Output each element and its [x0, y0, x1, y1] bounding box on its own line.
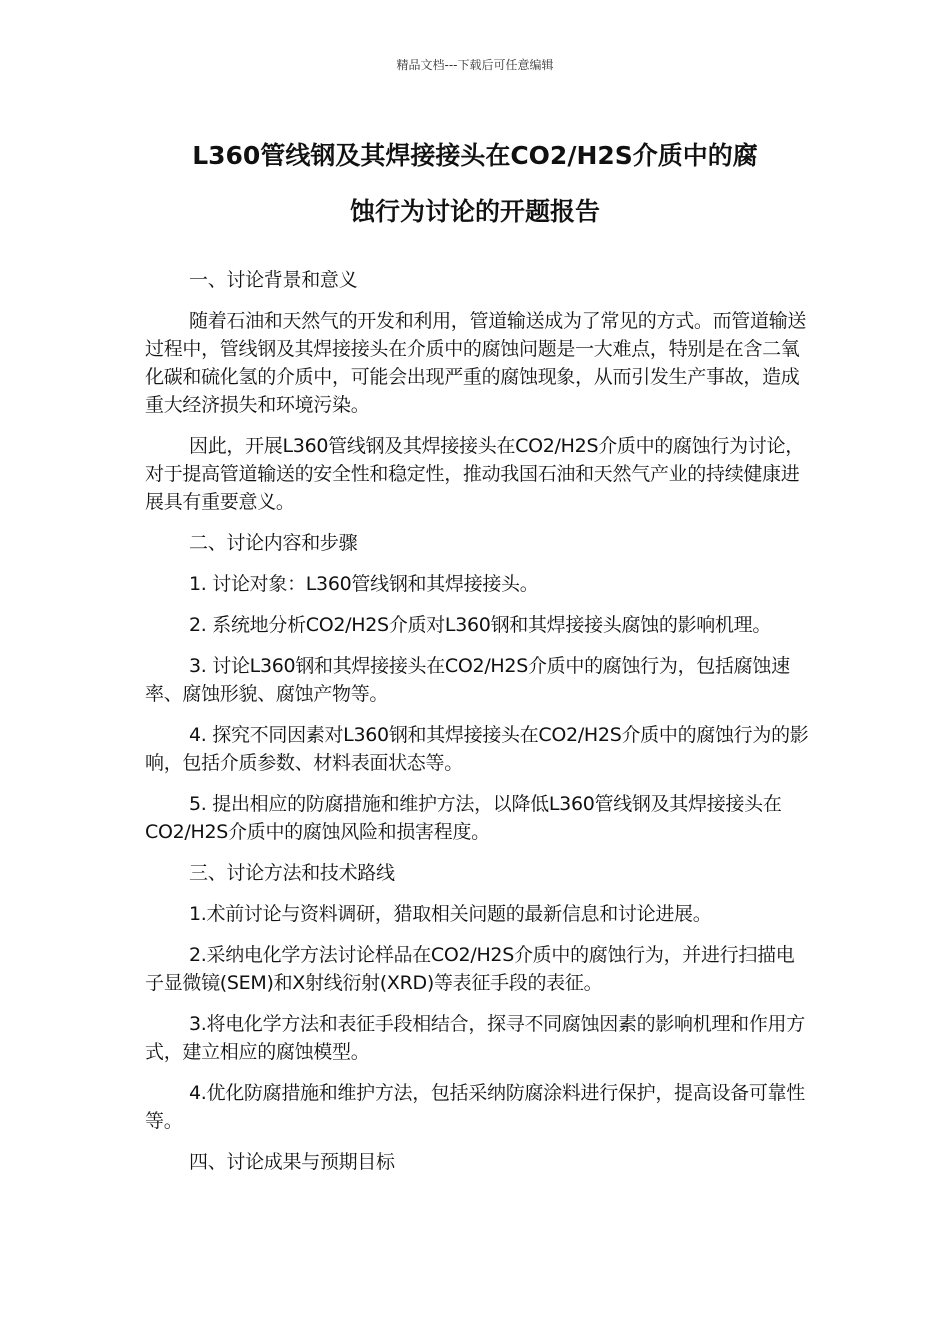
document-title-line-1: L360管线钢及其焊接接头在CO2/H2S介质中的腐	[192, 141, 758, 170]
section-heading-background: 一、讨论背景和意义	[189, 269, 358, 291]
method-item-4: 4.优化防腐措施和维护方法，包括采纳防腐涂料进行保护，提高设备可靠性等。	[145, 1082, 805, 1132]
content-item-2: 2. 系统地分析CO2/H2S介质对L360钢和其焊接接头腐蚀的影响机理。	[189, 614, 772, 636]
paragraph-significance: 因此，开展L360管线钢及其焊接接头在CO2/H2S介质中的腐蚀行为讨论，对于提高管道输送的安全性和稳定性，推动我国石油和天然气产业的持续健康进展具有重要意义。	[145, 435, 804, 513]
content-item-3: 3. 讨论L360钢和其焊接接头在CO2/H2S介质中的腐蚀行为，包括腐蚀速率、腐蚀形貌、腐蚀产物等。	[145, 655, 790, 705]
content-item-4: 4. 探究不同因素对L360钢和其焊接接头在CO2/H2S介质中的腐蚀行为的影响，包括介质参数、材料表面状态等。	[145, 724, 809, 774]
paragraph-background: 随着石油和天然气的开发和利用，管道输送成为了常见的方式。而管道输送过程中，管线钢及其焊接接头在介质中的腐蚀问题是一大难点，特别是在含二氧化碳和硫化氢的介质中，可能会出现严重的腐蚀现象，从而引发生产事故，造成重大经济损失和环境污染。	[145, 310, 807, 416]
method-item-1: 1.术前讨论与资料调研，猎取相关问题的最新信息和讨论进展。	[189, 903, 712, 925]
method-item-2: 2.采纳电化学方法讨论样品在CO2/H2S介质中的腐蚀行为，并进行扫描电子显微镜(SEM)和X射线衍射(XRD)等表征手段的表征。	[145, 944, 795, 994]
content-item-5: 5. 提出相应的防腐措施和维护方法，以降低L360管线钢及其焊接接头在CO2/H2S介质中的腐蚀风险和损害程度。	[145, 793, 782, 843]
method-item-3: 3.将电化学方法和表征手段相结合，探寻不同腐蚀因素的影响机理和作用方式，建立相应的腐蚀模型。	[145, 1013, 805, 1063]
section-heading-outcomes: 四、讨论成果与预期目标	[189, 1151, 395, 1173]
document-body	[145, 266, 810, 1189]
content-item-1: 1. 讨论对象：L360管线钢和其焊接接头。	[189, 573, 539, 595]
header-note: 精品文档---下载后可任意编辑	[396, 58, 554, 72]
document-title-line-2: 蚀行为讨论的开题报告	[349, 197, 600, 226]
section-heading-methods: 三、讨论方法和技术路线	[189, 862, 395, 884]
section-heading-content-steps: 二、讨论内容和步骤	[189, 532, 358, 554]
